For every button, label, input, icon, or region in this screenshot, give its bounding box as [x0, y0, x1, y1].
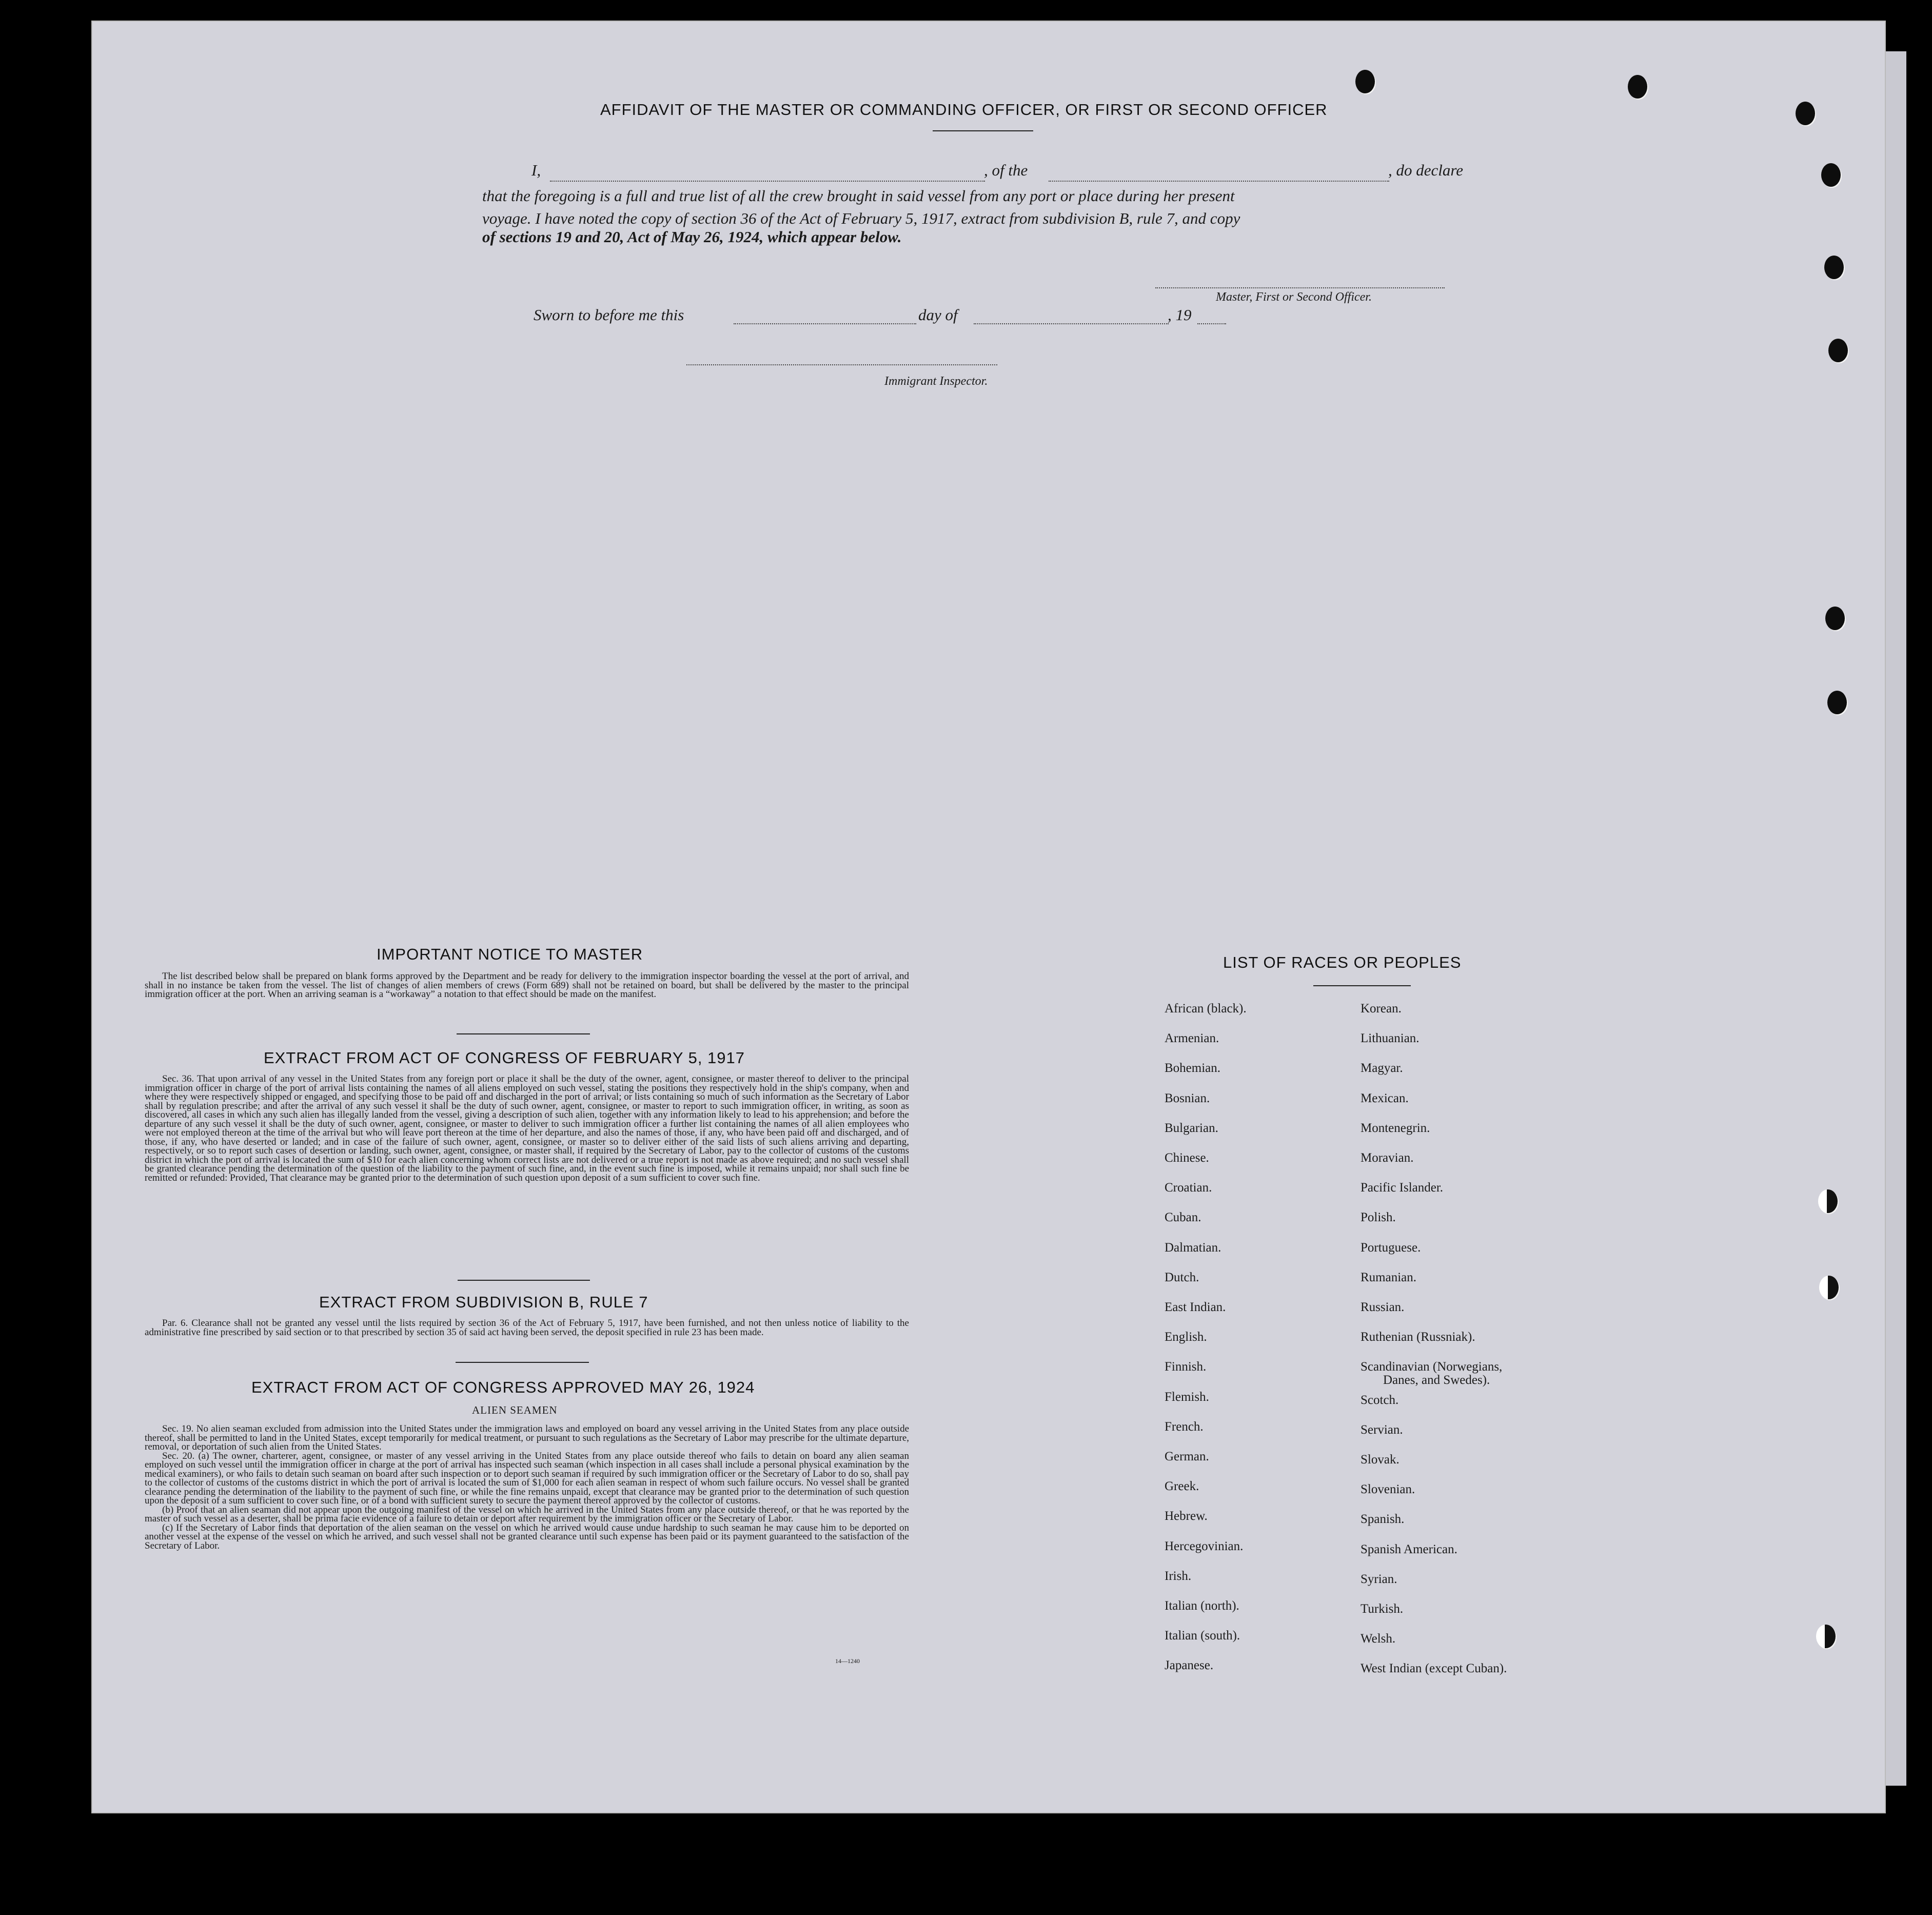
race-item: West Indian (except Cuban). [1361, 1662, 1507, 1676]
affidavit-line-3: voyage. I have noted the copy of section 36 of the Act of February 5, 1917, extract from subdivision B, rule 7, and copy [482, 209, 1240, 227]
race-item: Korean. [1361, 1002, 1402, 1015]
affidavit-line-4: of sections 19 and 20, Act of May 26, 1924, which appear below. [482, 228, 902, 246]
race-item: Hercegovinian. [1165, 1539, 1244, 1553]
race-item: Welsh. [1361, 1632, 1396, 1646]
master-signature-label: Master, First or Second Officer. [1216, 290, 1372, 304]
affidavit-of-the-label: , of the [984, 161, 1028, 179]
race-item: Dalmatian. [1165, 1240, 1221, 1255]
race-item: Syrian. [1361, 1572, 1397, 1586]
punch-hole [1355, 70, 1375, 93]
race-item: Irish. [1165, 1569, 1192, 1583]
race-item: Russian. [1361, 1300, 1405, 1314]
section-20a-paragraph: Sec. 20. (a) The owner, charterer, agent, consignee, or master of any vessel arriving in the United States from any place outside thereof who fails to detain on board any alien seaman employed on such vessel until the immigration officer in charge at the port of arrival has inspected such seaman (which inspection in all cases shall include a personal physical examination by the medical examiners), or who fails to detain such seaman on board after such inspection or to deport such seaman if required by such immigration officer or the Secretary of Labor to do so, shall pay to the collector of customs of the customs district in which the port of arrival is located the sum of $1,000 for each alien seaman in respect of whom such failure occurs. No vessel shall be granted clearance pending the determination of the liability to the payment of such fine, or while the fine remains unpaid, except that clearance may be granted prior to the determination of such question upon the deposit of a sum sufficient to cover such fine, or of a bond with sufficient surety to secure the payment thereof approved by the collector of customs. [145, 1450, 909, 1506]
race-item: Rumanian. [1361, 1270, 1417, 1284]
inspector-signature-label: Immigrant Inspector. [884, 375, 988, 388]
race-item: Croatian. [1165, 1181, 1212, 1195]
underlying-page-edge [1886, 51, 1906, 1786]
sworn-label-a: Sworn to before me this [534, 306, 684, 324]
punch-hole [1828, 339, 1848, 362]
race-item: Cuban. [1165, 1210, 1201, 1225]
punch-hole [1824, 256, 1844, 279]
notice-rule [457, 1033, 590, 1034]
sworn-label-c: , 19 [1168, 306, 1192, 324]
notice-body [145, 972, 909, 999]
affidavit-line-2: that the foregoing is a full and true list of all the crew brought in said vessel from any port or place during her present [482, 187, 1235, 205]
notice-title: IMPORTANT NOTICE TO MASTER [377, 945, 643, 963]
race-item: Scotch. [1361, 1393, 1399, 1407]
punch-hole [1816, 1625, 1836, 1648]
race-item: Slovak. [1361, 1453, 1399, 1467]
alien-seamen-subtitle: ALIEN SEAMEN [472, 1404, 558, 1416]
race-item: English. [1165, 1330, 1207, 1344]
rule-7-paragraph: Par. 6. Clearance shall not be granted any vessel until the lists required by section 36 of the Act of February 5, 1917, have been furnished, and not then unless notice of liability to the administrative fine prescribed by said section or to that prescribed by section 35 of said act having been served, the deposit specified in rule 23 has been made. [145, 1318, 909, 1338]
race-item: Spanish American. [1361, 1542, 1457, 1556]
sworn-label-b: day of [918, 306, 958, 324]
race-item: Magyar. [1361, 1061, 1403, 1076]
race-item: Lithuanian. [1361, 1031, 1420, 1046]
name-blank[interactable] [550, 181, 985, 182]
race-item: Finnish. [1165, 1360, 1207, 1374]
race-item: Flemish. [1165, 1390, 1209, 1404]
extract-1917-body [145, 1074, 909, 1182]
punch-hole [1819, 1276, 1839, 1299]
race-item: Chinese. [1165, 1151, 1209, 1165]
race-item: German. [1165, 1450, 1209, 1463]
races-title-rule [1313, 985, 1411, 986]
inspector-signature-line[interactable] [686, 364, 997, 365]
rule-7-title: EXTRACT FROM SUBDIVISION B, RULE 7 [319, 1293, 648, 1311]
race-item: Montenegrin. [1361, 1121, 1430, 1135]
punch-hole [1628, 75, 1647, 99]
race-item: Servian. [1361, 1422, 1403, 1437]
form-number: 14—1240 [835, 1657, 860, 1665]
race-item: African (black). [1165, 1002, 1247, 1015]
race-item: Scandinavian (Norwegians, [1361, 1360, 1503, 1374]
race-item: Polish. [1361, 1210, 1396, 1225]
section-20b-paragraph: (b) Proof that an alien seaman did not appear upon the outgoing manifest of the vessel on which he arrived in the United States from any place outside thereof, or that he was reported by the master of such vessel as a deserter, shall be prima facie evidence of a failure to detain or deport after requirement by the immigration officer or the Secretary of Labor. [145, 1504, 909, 1524]
notice-paragraph: The list described below shall be prepared on blank forms approved by the Department and be ready for delivery to the immigration inspector boarding the vessel at the port of arrival, and shall in no instance be taken from the vessel. The list of changes of alien members of crews (Form 689) shall not be retained on board, but shall be delivered by the master to the principal immigration officer at the port. When an arriving seaman is a “workaway” a notation to that effect should be made on the manifest. [145, 971, 909, 1000]
extract-1924-body [145, 1424, 909, 1550]
punch-hole [1821, 163, 1841, 187]
race-item: French. [1165, 1419, 1204, 1434]
extract-1917-title: EXTRACT FROM ACT OF CONGRESS OF FEBRUARY 5, 1917 [264, 1049, 745, 1067]
extract-1924-title: EXTRACT FROM ACT OF CONGRESS APPROVED MAY 26, 1924 [251, 1378, 755, 1396]
section-19-paragraph: Sec. 19. No alien seaman excluded from admission into the United States under the immigration laws and employed on board any vessel arriving in the United States from any place outside thereof, shall be permitted to land in the United States, except temporarily for medical treatment, or pursuant to such regulations as the Secretary of Labor may prescribe for the ultimate departure, removal, or deportation of such alien from the United States. [145, 1423, 909, 1452]
race-item: Japanese. [1165, 1658, 1214, 1673]
race-item: Hebrew. [1165, 1509, 1208, 1523]
race-item: Mexican. [1361, 1091, 1409, 1105]
affidavit-i-label: I, [531, 161, 541, 179]
sworn-day-blank[interactable] [734, 323, 916, 324]
punch-hole [1827, 691, 1847, 714]
race-item: Greek. [1165, 1479, 1199, 1494]
punch-hole [1818, 1189, 1838, 1213]
master-signature-line[interactable] [1155, 287, 1445, 288]
rule-7-body [145, 1319, 909, 1337]
race-item: Dutch. [1165, 1270, 1199, 1284]
race-item: Ruthenian (Russniak). [1361, 1330, 1475, 1344]
extract-1917-rule [458, 1280, 590, 1281]
race-item: Armenian. [1165, 1031, 1219, 1046]
sworn-year-blank[interactable] [1197, 323, 1226, 324]
race-item: Pacific Islander. [1361, 1181, 1444, 1195]
sworn-month-blank[interactable] [974, 323, 1169, 324]
section-20c-paragraph: (c) If the Secretary of Labor finds that deportation of the alien seaman on the vessel on which he arrived would cause undue hardship to such seaman he may cause him to be deported on another vessel at the expense of the vessel on which he arrived, and such vessel shall not be granted clearance until such expense has been paid or its payment guaranteed to the satisfaction of the Secretary of Labor. [145, 1522, 909, 1551]
races-title: LIST OF RACES OR PEOPLES [1223, 953, 1462, 971]
race-item: Turkish. [1361, 1602, 1404, 1616]
race-item: Italian (south). [1165, 1629, 1240, 1643]
rule-7-rule [456, 1362, 589, 1363]
affidavit-title: AFFIDAVIT OF THE MASTER OR COMMANDING OFFICER, OR FIRST OR SECOND OFFICER [600, 101, 1328, 119]
race-item: Portuguese. [1361, 1240, 1421, 1255]
race-item: East Indian. [1165, 1300, 1226, 1314]
race-item: Moravian. [1361, 1151, 1414, 1165]
race-item: Slovenian. [1361, 1482, 1415, 1497]
race-item: Italian (north). [1165, 1599, 1239, 1613]
affidavit-title-rule [933, 130, 1033, 131]
punch-hole [1825, 607, 1845, 630]
race-item: Bosnian. [1165, 1091, 1210, 1105]
affidavit-declare-label: , do declare [1388, 161, 1464, 179]
punch-hole [1796, 102, 1815, 125]
race-continuation: Danes, and Swedes). [1383, 1373, 1490, 1387]
race-item: Bohemian. [1165, 1061, 1221, 1076]
vessel-blank[interactable] [1049, 181, 1389, 182]
race-item: Bulgarian. [1165, 1121, 1218, 1135]
race-item: Spanish. [1361, 1512, 1405, 1527]
section-36-paragraph: Sec. 36. That upon arrival of any vessel in the United States from any foreign port or place it shall be the duty of the owner, agent, consignee, or master thereof to deliver to the principal immigration officer in charge of the port of arrival lists containing the names of all aliens employed on such vessel, stating the positions they respectively hold in the ship's company, when and where they were respectively shipped or engaged, and specifying those to be paid off and discharged in the port of arrival; or lists containing so much of such information as the Secretary of Labor shall by regulation prescribe; and after the arrival of any such vessel it shall be the duty of such owner, agent, consignee, or master to report to such immigration officer, in writing, as soon as discovered, all cases in which any such alien has illegally landed from the vessel, giving a description of such alien, together with any information likely to lead to his apprehension; and before the departure of any such vessel it shall be the duty of such owner, agent, consignee, or master to deliver to such immigration officer a further list containing the names of all alien employees who were not employed thereon at the time of the arrival but who will leave port thereon at the time of her departure, and also the names of those, if any, who have been paid off and discharged, and of those, if any, who have deserted or landed; and in case of the failure of such owner, agent, consignee, or master so to deliver either of the said lists of such aliens arriving and departing, respectively, or so to report such cases of desertion or landing, such owner, agent, consignee, or master shall, if required by the Secretary of Labor, pay to the collector of customs of the customs district in which the port of arrival is located the sum of $10 for each alien concerning whom correct lists are not delivered or a true report is not made as above required; and no such vessel shall be granted clearance pending the determination of the question of the liability to the payment of such fine, and, in the event such fine is imposed, while it remains unpaid; nor shall such fine be remitted or refunded: Provided, That clearance may be granted prior to the determination of such question upon deposit of a sum sufficient to cover such fine. [145, 1073, 909, 1183]
